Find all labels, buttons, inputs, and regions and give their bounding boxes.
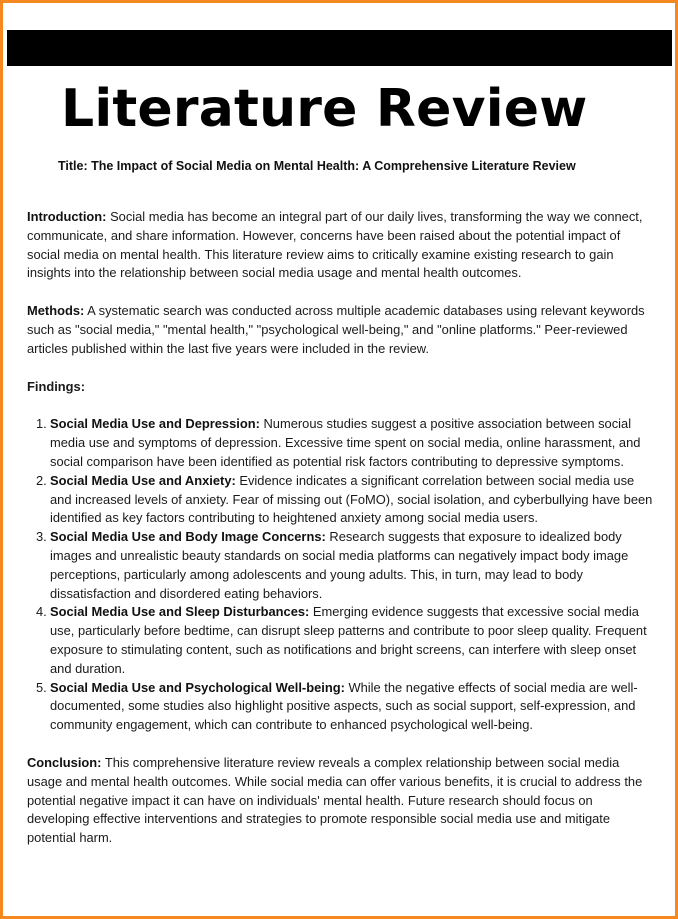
finding-number: 3. bbox=[36, 529, 47, 545]
finding-number: 1. bbox=[36, 416, 47, 432]
conclusion-label: Conclusion: bbox=[27, 754, 102, 770]
finding-title: Social Media Use and Depression: bbox=[50, 416, 260, 432]
introduction-paragraph bbox=[27, 208, 655, 283]
finding-item bbox=[27, 603, 655, 678]
finding-title: Social Media Use and Anxiety: bbox=[50, 472, 236, 488]
document-body bbox=[27, 208, 655, 867]
finding-number: 2. bbox=[36, 472, 47, 488]
finding-item bbox=[27, 472, 655, 528]
methods-paragraph bbox=[27, 302, 655, 358]
finding-number: 4. bbox=[36, 604, 47, 620]
finding-item bbox=[27, 415, 655, 471]
finding-number: 5. bbox=[36, 679, 47, 695]
conclusion-paragraph bbox=[27, 754, 655, 848]
introduction-text: Social media has become an integral part of our daily lives, transforming the way we connect, communicate, and share information. However, concerns have been raised about the potential impact of social media on mental health. This literature review aims to critically examine existing research to gain insights into the relationship between social media usage and mental health outcomes. bbox=[27, 209, 643, 281]
finding-text: Research suggests that exposure to idealized body images and unrealistic beauty standards on social media platforms can negatively impact body image perceptions, particularly among adolescents and young adults. This, in turn, may lead to body dissatisfaction and disordered eating behaviors. bbox=[50, 529, 629, 601]
header-bar bbox=[7, 30, 672, 66]
finding-text: Numerous studies suggest a positive association between social media use and symptoms of depression. Excessive time spent on social media, online harassment, and social comparison have been identified as potential risk factors contributing to depressive symptoms. bbox=[50, 416, 641, 469]
finding-text: While the negative effects of social media are well-documented, some studies also highlight positive aspects, such as social support, self-expression, and community engagement, which can contribute to enhanced psychological well-being. bbox=[50, 679, 638, 733]
findings-list bbox=[27, 415, 655, 735]
finding-item bbox=[27, 679, 655, 735]
finding-title: Social Media Use and Body Image Concerns: bbox=[50, 529, 326, 545]
introduction-label: Introduction: bbox=[27, 209, 107, 224]
finding-text: Evidence indicates a significant correlation between social media use and increased levels of anxiety. Fear of missing out (FoMO), social isolation, and cyberbullying have been identified as key factors contributing to heightened anxiety among social media users. bbox=[50, 472, 653, 526]
methods-text: A systematic search was conducted across multiple academic databases using relevant keywords such as "social media," "mental health," "psychological well-being," and "online platforms." Peer-reviewed articles published within the last five years were included in the review. bbox=[27, 303, 645, 356]
finding-title: Social Media Use and Sleep Disturbances: bbox=[50, 604, 310, 620]
conclusion-text: This comprehensive literature review reveals a complex relationship between social media usage and mental health outcomes. While social media can offer various benefits, it is crucial to address the potential negative impact it can have on individuals' mental health. Future research should focus on developing effective interventions and strategies to promote responsible social media use and mitigate potential harm. bbox=[27, 754, 643, 846]
methods-label: Methods: bbox=[27, 303, 85, 319]
page-heading: Literature Review bbox=[61, 79, 588, 139]
document-title: Title: The Impact of Social Media on Mental Health: A Comprehensive Literature Review bbox=[58, 159, 576, 173]
finding-item bbox=[27, 528, 655, 603]
finding-text: Emerging evidence suggests that excessive social media use, particularly before bedtime, can disrupt sleep patterns and contribute to poor sleep quality. Frequent exposure to stimulating content, such as notifications and bright screens, can interfere with sleep onset and duration. bbox=[50, 604, 647, 676]
finding-title: Social Media Use and Psychological Well-being: bbox=[50, 679, 345, 695]
findings-heading: Findings: bbox=[27, 378, 85, 394]
